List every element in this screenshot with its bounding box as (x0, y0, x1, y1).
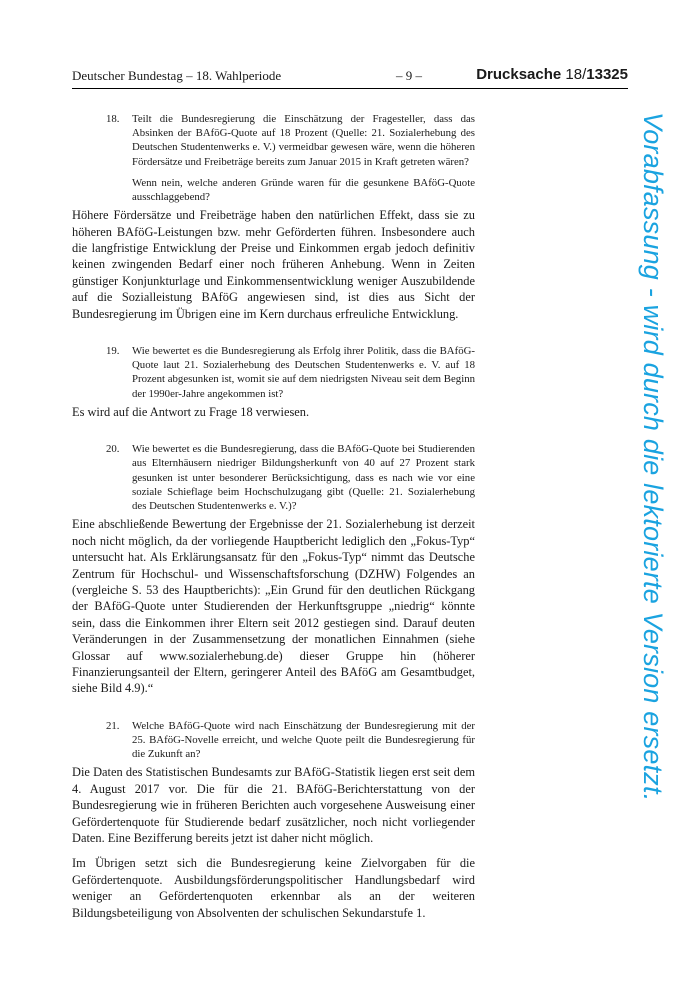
document-number (476, 66, 628, 83)
document-label: Drucksache (476, 66, 562, 83)
answer-21-paragraph-1: Die Daten des Statistischen Bundesamts zur BAföG-Statistik liegen erst seit dem 4. August 2017 vor. Die für die 21. BAföG-Berichterstattung von der Bundesregierung wie in früheren Berichten auch vorgesehene Ausweisung einer Gefördertenquote für Studierende bedarf zusätzlicher, noch nicht vorliegender Daten. Eine Bezifferung bereits jetzt ist daher nicht möglich. (72, 765, 475, 845)
document-id: 13325 (586, 66, 628, 83)
question-number: 19. (106, 345, 120, 358)
page-number: – 9 – (396, 68, 422, 83)
question-number: 20. (106, 443, 120, 456)
document-prefix: 18/ (565, 66, 587, 83)
answer-19: Es wird auf die Antwort zu Frage 18 verwiesen. (72, 404, 310, 419)
question-20 (72, 442, 475, 513)
answer-20: Eine abschließende Bewertung der Ergebnisse der 21. Sozialerhebung ist derzeit noch nicht möglich, da der vorliegende Hauptbericht lediglich den „Fokus-Typ“ untersucht hat. Als Erklärungsansatz für den „Fokus-Typ“ nimmt das Deutsche Zentrum für Hochschul- und Wissenschaftsforschung (DZHW) Folgendes an (vergleiche S. 53 des Hauptberichts): „Ein Grund für den deutlichen Rückgang der BAföG-Quote unter Studierenden der Herkunftsgruppe „niedrig“ könnte sein, dass die Einkommen ihrer Eltern seit 2012 gestiegen sind. Darauf deuten Veränderungen in der Zusammensetzung der monatlichen Einnahmen (siehe Glossar auf www.sozialerhebung.de) dieser Gruppe hin (höherer Finanzierungsanteil der Eltern, geringerer Anteil des BAföG am Gesamtbudget, siehe Bild 4.9).“ (72, 517, 475, 696)
page-header (72, 66, 628, 89)
question-text: Wie bewertet es die Bundesregierung als Erfolg ihrer Politik, dass die BAföG-Quote laut 21. Sozialerhebung des Deutschen Studentenwerks e. V. auf 18 Prozent abgesunken ist, womit sie auf dem niedrigsten Niveau seit dem Beginn der 1990er-Jahre angekommen ist? (132, 345, 475, 400)
question-text: Teilt die Bundesregierung die Einschätzung der Fragesteller, dass das Absinken der BAföG-Quote auf 18 Prozent (Quelle: 21. Sozialerhebung des Deutschen Studentenwerks e. V.) vermeidbar gewesen wäre, wenn die höheren Fördersätze und Freibeträge bereits zum Januar 2015 in Kraft getreten wären? (132, 113, 475, 168)
answer-18: Höhere Fördersätze und Freibeträge haben den natürlichen Effekt, dass sie zu höheren BAföG-Leistungen bzw. mehr Geförderten führen. Insbesondere auch die langfristige Entwicklung der Preise und Einkommen ergab jedoch definitiv keinen zwingenden Bedarf einer noch früheren Anhebung. Wenn in Zeiten günstiger Konjunkturlage und Einkommensentwicklung weniger Auszubildende auf die Sozialleistung BAföG angewiesen sind, ist dies aus Sicht der Bundesregierung im Übrigen eine im Kern durchaus erfreuliche Entwicklung. (72, 208, 475, 321)
question-text: Wie bewertet es die Bundesregierung, dass die BAföG-Quote bei Studierenden aus Elternhäusern niedriger Bildungsherkunft von 40 auf 27 Prozent stark gesunken ist unter besonderer Berücksichtigung, dass es nach wie vor eine soziale Schieflage beim Hochschulzugang gibt (Quelle: 21. Sozialerhebung des Deutschen Studentenwerks e. V.)? (132, 443, 475, 513)
draft-watermark: Vorabfassung - wird durch die lektorierte Version ersetzt. (638, 112, 668, 802)
page-body (72, 112, 475, 921)
question-18 (72, 112, 475, 204)
question-number: 21. (106, 719, 120, 732)
question-text: Welche BAföG-Quote wird nach Einschätzung der Bundesregierung mit der 25. BAföG-Novelle erreicht, und welche Quote peilt die Bundesregierung für die Zukunft an? (132, 719, 475, 761)
question-number: 18. (106, 113, 120, 125)
answer-21-paragraph-2: Im Übrigen setzt sich die Bundesregierung keine Zielvorgaben für die Gefördertenquote. Ausbildungsförderungspolitischer Handlungsbedarf wird weniger an Gefördertenquoten erkennbar als an der weiteren Bildungsbeteiligung von Absolventen der schulischen Sekundarstufe 1. (72, 856, 475, 920)
question-followup: Wenn nein, welche anderen Gründe waren für die gesunkene BAföG-Quote ausschlaggebend? (132, 176, 475, 204)
header-parliament: Deutscher Bundestag – 18. Wahlperiode (72, 68, 282, 83)
question-21 (72, 719, 475, 762)
question-19 (72, 344, 475, 401)
